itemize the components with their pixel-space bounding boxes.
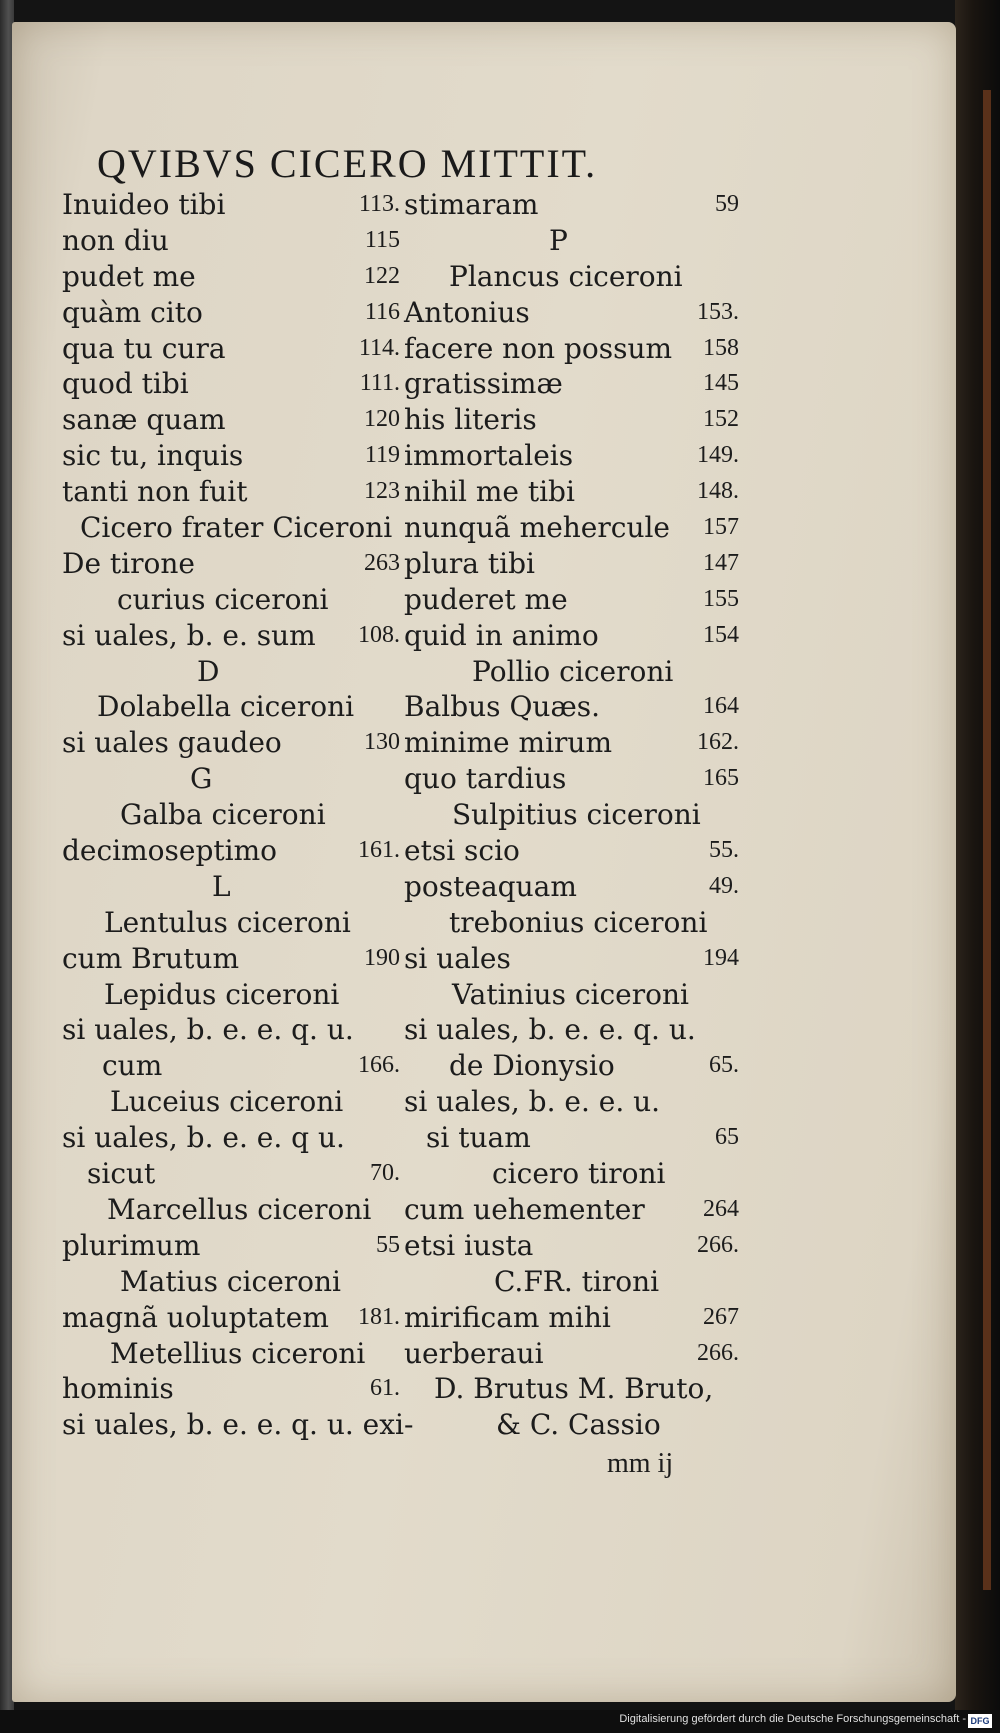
entry-page-number: 162. <box>697 729 739 756</box>
running-head: QVIBVS CICERO MITTIT. <box>97 141 598 186</box>
index-entry <box>62 1228 400 1264</box>
index-entry <box>404 582 739 618</box>
entry-text: mirificam mihi <box>404 1300 611 1334</box>
index-entry <box>404 223 739 259</box>
entry-text: De tirone <box>62 546 195 580</box>
entry-page-number: 111. <box>359 370 400 397</box>
entry-text: si uales, b. e. e. q u. <box>62 1121 345 1155</box>
index-entry <box>62 546 400 582</box>
entry-text: curius ciceroni <box>117 582 329 616</box>
entry-text: Lepidus ciceroni <box>104 977 340 1011</box>
entry-page-number: 114. <box>358 334 400 361</box>
index-entry <box>404 654 739 690</box>
index-entry <box>404 1336 739 1372</box>
index-entry <box>62 689 400 725</box>
entry-text: quàm cito <box>62 295 203 329</box>
index-entry <box>404 402 739 438</box>
index-entry <box>404 331 739 367</box>
index-entry <box>404 725 739 761</box>
entry-page-number: 266. <box>697 1339 739 1366</box>
entry-text: uerberaui <box>404 1336 544 1370</box>
entry-page-number: 119 <box>364 442 400 469</box>
entry-page-number: 153. <box>697 298 739 325</box>
entry-text: Lentulus ciceroni <box>104 905 351 939</box>
index-entry <box>404 474 739 510</box>
index-entry <box>62 725 400 761</box>
entry-page-number: 267 <box>703 1303 739 1330</box>
index-entry <box>62 187 400 223</box>
entry-text: Antonius <box>404 295 530 329</box>
funding-credit: Digitalisierung gefördert durch die Deutsche Forschungsgemeinschaft - <box>619 1713 966 1725</box>
entry-text: trebonius ciceroni <box>449 905 708 939</box>
index-entry <box>62 223 400 259</box>
entry-text: L <box>212 869 231 903</box>
entry-text: & C. Cassio <box>496 1408 661 1442</box>
entry-page-number: 120 <box>364 406 400 433</box>
entry-text: facere non possum <box>404 331 673 365</box>
entry-page-number: 55. <box>709 837 739 864</box>
entry-text: stimaram <box>404 188 539 221</box>
entry-text: sicut <box>87 1157 156 1191</box>
entry-page-number: 155 <box>703 585 739 612</box>
entry-page-number: 113. <box>358 191 400 217</box>
entry-text: D <box>197 654 220 688</box>
entry-text: Galba ciceroni <box>120 798 326 832</box>
signature-mark: mm ij <box>607 1448 674 1479</box>
entry-text: si uales, b. e. e. u. <box>404 1085 661 1119</box>
index-entry <box>62 474 400 510</box>
entry-text: decimoseptimo <box>62 834 278 868</box>
entry-text: posteaquam <box>404 869 577 903</box>
index-entry <box>62 1300 400 1336</box>
entry-text: cum Brutum <box>62 941 239 975</box>
entry-text: si uales, b. e. e. q. u. exi- <box>62 1408 414 1442</box>
index-entry <box>404 259 739 295</box>
index-entry <box>404 1156 739 1192</box>
entry-page-number: 148. <box>697 478 739 505</box>
entry-page-number: 166. <box>358 1052 400 1079</box>
entry-text: hominis <box>62 1372 174 1406</box>
entry-text: Luceius ciceroni <box>110 1085 344 1119</box>
index-entry <box>62 654 400 690</box>
entry-text: etsi iusta <box>404 1228 534 1262</box>
index-entry <box>404 941 739 977</box>
entry-text: plura tibi <box>404 546 535 580</box>
entry-text: Pollio ciceroni <box>472 654 674 688</box>
entry-text: qua tu cura <box>62 331 226 365</box>
index-entry <box>404 1120 739 1156</box>
index-entry <box>404 689 739 725</box>
index-entry <box>62 1156 400 1192</box>
entry-text: C.FR. tironi <box>494 1264 660 1298</box>
index-entry <box>62 1012 400 1048</box>
entry-text: P <box>549 223 568 257</box>
entry-text: tanti non fuit <box>62 475 248 509</box>
entry-text: si uales <box>404 941 511 975</box>
index-entry <box>404 295 739 331</box>
entry-text: pudet me <box>62 259 196 293</box>
index-entry <box>62 438 400 474</box>
entry-page-number: 123 <box>364 478 400 505</box>
index-entry <box>62 510 400 546</box>
entry-text: magnã uoluptatem <box>62 1300 329 1334</box>
entry-text: Marcellus ciceroni <box>107 1192 372 1226</box>
index-entry <box>404 797 739 833</box>
entry-text: Cicero frater Ciceroni <box>80 511 393 545</box>
entry-text: Matius ciceroni <box>120 1264 341 1298</box>
index-column-right <box>404 187 739 1443</box>
index-entry <box>62 1192 400 1228</box>
entry-text: Inuideo tibi <box>62 188 226 221</box>
entry-text: plurimum <box>62 1228 201 1262</box>
index-entry <box>404 1048 739 1084</box>
entry-page-number: 152 <box>703 406 739 433</box>
entry-text: si uales, b. e. e. q. u. <box>404 1013 696 1047</box>
entry-page-number: 145 <box>703 370 739 397</box>
entry-text: si uales gaudeo <box>62 726 282 760</box>
entry-page-number: 149. <box>697 442 739 469</box>
index-entry <box>62 259 400 295</box>
index-entry <box>404 761 739 797</box>
binding-strap <box>983 90 991 1590</box>
entry-page-number: 264 <box>703 1195 739 1222</box>
entry-text: cum <box>102 1049 163 1083</box>
entry-page-number: 61. <box>370 1375 400 1402</box>
index-entry <box>62 618 400 654</box>
index-entry <box>62 761 400 797</box>
index-entry <box>404 869 739 905</box>
index-entry <box>404 1012 739 1048</box>
entry-text: cum uehementer <box>404 1192 645 1226</box>
entry-page-number: 108. <box>358 621 400 648</box>
index-entry <box>404 546 739 582</box>
entry-page-number: 147 <box>703 549 739 576</box>
entry-page-number: 165 <box>703 765 739 792</box>
index-entry <box>62 833 400 869</box>
index-entry <box>404 1264 739 1300</box>
entry-page-number: 161. <box>358 837 400 864</box>
entry-text: de Dionysio <box>449 1049 615 1083</box>
entry-page-number: 158 <box>703 334 739 361</box>
entry-page-number: 190 <box>364 944 400 971</box>
index-entry <box>62 797 400 833</box>
entry-text: D. Brutus M. Bruto, <box>434 1372 714 1406</box>
entry-text: sic tu, inquis <box>62 439 244 473</box>
index-entry <box>404 1407 739 1443</box>
index-column-left <box>62 187 414 1443</box>
index-entry <box>404 366 739 402</box>
index-entry <box>62 941 400 977</box>
index-entry <box>62 402 400 438</box>
index-entry <box>404 905 739 941</box>
index-entry <box>62 1120 400 1156</box>
entry-page-number: 65. <box>709 1052 739 1079</box>
index-entry <box>62 905 400 941</box>
entry-page-number: 49. <box>709 872 739 899</box>
entry-page-number: 116 <box>364 298 400 325</box>
entry-text: puderet me <box>404 582 568 616</box>
index-entry <box>62 977 400 1013</box>
book-binding-right <box>955 0 1000 1733</box>
index-entry <box>62 1336 400 1372</box>
entry-text: quid in animo <box>404 618 599 652</box>
entry-page-number: 130 <box>364 729 400 756</box>
dfg-logo: DFG <box>968 1714 992 1728</box>
digitization-footer <box>0 1710 1000 1733</box>
entry-page-number: 181. <box>358 1303 400 1330</box>
index-entry <box>62 295 400 331</box>
entry-text: Metellius ciceroni <box>110 1336 366 1370</box>
index-entry <box>404 1084 739 1120</box>
index-entry <box>62 1048 400 1084</box>
index-entry <box>62 331 400 367</box>
entry-text: non diu <box>62 223 169 257</box>
entry-text: etsi scio <box>404 834 520 868</box>
entry-text: immortaleis <box>404 439 574 473</box>
entry-page-number: 115 <box>364 226 400 253</box>
entry-page-number: 59 <box>715 191 739 217</box>
entry-text: quo tardius <box>404 762 567 796</box>
entry-text: si tuam <box>426 1121 531 1155</box>
entry-page-number: 154 <box>703 621 739 648</box>
entry-text: nunquã mehercule <box>404 511 670 545</box>
index-entry <box>404 1371 739 1407</box>
index-entry <box>404 1300 739 1336</box>
entry-text: cicero tironi <box>492 1157 666 1191</box>
entry-text: nihil me tibi <box>404 475 575 509</box>
book-page <box>12 22 956 1702</box>
entry-text: G <box>190 762 213 796</box>
entry-text: quod tibi <box>62 367 189 401</box>
entry-text: Dolabella ciceroni <box>97 690 355 724</box>
entry-page-number: 263 <box>364 549 400 576</box>
entry-text: minime mirum <box>404 726 612 760</box>
entry-page-number: 122 <box>364 262 400 289</box>
index-entry <box>62 366 400 402</box>
index-entry <box>62 1264 400 1300</box>
index-entry <box>404 438 739 474</box>
entry-text: Plancus ciceroni <box>449 259 683 293</box>
entry-page-number: 65 <box>715 1124 739 1151</box>
index-entry <box>62 1371 400 1407</box>
index-entry <box>404 833 739 869</box>
entry-page-number: 70. <box>370 1160 400 1187</box>
entry-text: sanæ quam <box>62 403 226 437</box>
entry-page-number: 157 <box>703 514 739 541</box>
entry-page-number: 55 <box>376 1231 400 1258</box>
entry-text: his literis <box>404 403 537 437</box>
entry-text: Balbus Quæs. <box>404 690 601 724</box>
index-entry <box>404 1192 739 1228</box>
index-entry <box>404 618 739 654</box>
entry-text: Sulpitius ciceroni <box>452 798 701 832</box>
entry-text: si uales, b. e. sum <box>62 618 316 652</box>
index-entry <box>62 582 400 618</box>
entry-text: gratissimæ <box>404 367 563 401</box>
entry-page-number: 266. <box>697 1231 739 1258</box>
index-entry <box>404 187 739 223</box>
index-entry <box>404 510 739 546</box>
index-entry <box>62 1084 400 1120</box>
index-entry <box>404 977 739 1013</box>
entry-page-number: 164 <box>703 693 739 720</box>
index-entry <box>404 1228 739 1264</box>
index-entry <box>62 869 400 905</box>
entry-page-number: 194 <box>703 944 739 971</box>
index-entry <box>62 1407 414 1443</box>
entry-text: Vatinius ciceroni <box>452 977 689 1011</box>
entry-text: si uales, b. e. e. q. u. <box>62 1013 354 1047</box>
